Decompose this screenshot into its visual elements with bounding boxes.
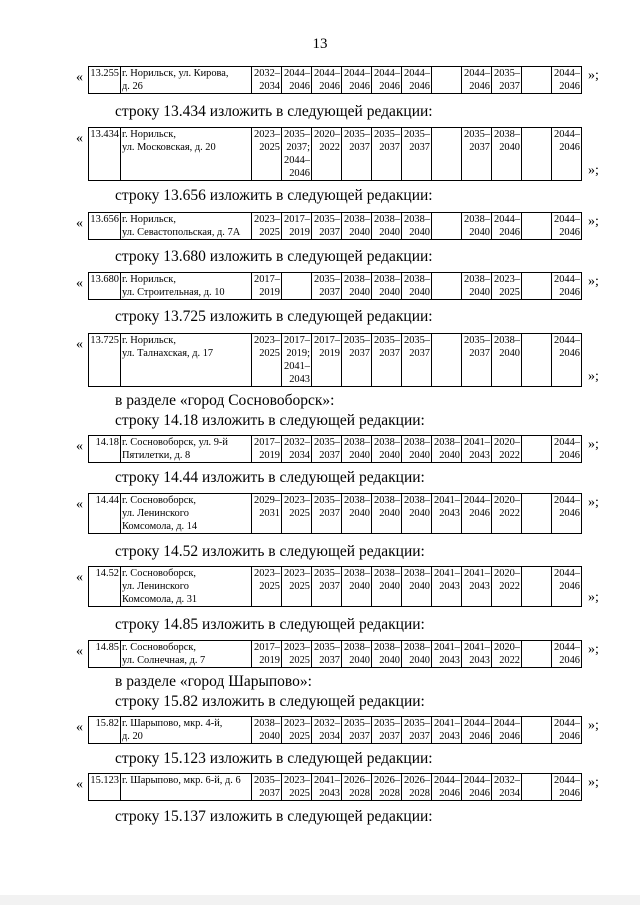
year-range-cell: 2038– 2040 bbox=[402, 567, 432, 607]
address-line: ул. Талнахская, д. 17 bbox=[122, 348, 214, 359]
year-range-cell: 2041– 2043 bbox=[462, 641, 492, 668]
data-table bbox=[88, 773, 582, 801]
year-range-cell: 2035– 2037 bbox=[312, 273, 342, 300]
year-range-cell: 2017– 2019 bbox=[312, 334, 342, 387]
row-number-cell: 15.82 bbox=[89, 717, 121, 744]
quote-close: »; bbox=[588, 718, 599, 733]
row-number-cell: 13.434 bbox=[89, 128, 121, 181]
data-table bbox=[88, 127, 582, 181]
address-line: г. Норильск, bbox=[122, 274, 176, 285]
quote-close: »; bbox=[588, 369, 599, 384]
address-cell bbox=[121, 717, 252, 744]
quote-open: « bbox=[76, 337, 83, 352]
page-bottom-edge bbox=[0, 895, 640, 905]
quote-close: »; bbox=[588, 437, 599, 452]
row-number-cell: 13.255 bbox=[89, 67, 121, 94]
data-table bbox=[88, 566, 582, 607]
year-range-cell: 2044– 2046 bbox=[552, 436, 582, 463]
year-range-cell: 2035– 2037 bbox=[372, 717, 402, 744]
address-line: г. Сосновоборск, bbox=[122, 568, 197, 579]
address-cell bbox=[121, 128, 252, 181]
quote-close: »; bbox=[588, 214, 599, 229]
year-range-cell: 2035– 2037 bbox=[312, 494, 342, 534]
year-range-cell: 2035– 2037 bbox=[372, 128, 402, 181]
year-range-cell: 2032– 2034 bbox=[312, 717, 342, 744]
year-range-cell: 2044– 2046 bbox=[492, 213, 522, 240]
quote-open: « bbox=[76, 439, 83, 454]
row-number-cell: 14.18 bbox=[89, 436, 121, 463]
address-line: г. Норильск, ул. Кирова, bbox=[122, 68, 229, 79]
address-line: г. Шарыпово, мкр. 4-й, bbox=[122, 718, 223, 729]
address-cell bbox=[121, 436, 252, 463]
year-range-cell bbox=[522, 774, 552, 801]
year-range-cell bbox=[522, 213, 552, 240]
address-cell bbox=[121, 273, 252, 300]
address-line: г. Сосновоборск, bbox=[122, 495, 197, 506]
table-row bbox=[89, 567, 582, 607]
year-range-cell: 2035– 2037 bbox=[312, 213, 342, 240]
section-heading: строку 14.52 изложить в следующей редакции: bbox=[115, 543, 425, 560]
year-range-cell bbox=[522, 67, 552, 94]
quote-open: « bbox=[76, 644, 83, 659]
year-range-cell: 2044– 2046 bbox=[552, 567, 582, 607]
year-range-cell: 2023– 2025 bbox=[282, 641, 312, 668]
year-range-cell: 2032– 2034 bbox=[492, 774, 522, 801]
year-range-cell: 2038– 2040 bbox=[462, 213, 492, 240]
table-row bbox=[89, 67, 582, 94]
year-range-cell: 2044– 2046 bbox=[462, 717, 492, 744]
year-range-cell: 2035– 2037 bbox=[462, 334, 492, 387]
year-range-cell: 2020– 2022 bbox=[492, 641, 522, 668]
year-range-cell bbox=[522, 273, 552, 300]
year-range-cell: 2017– 2019 bbox=[252, 436, 282, 463]
year-range-cell: 2017– 2019; 2041– 2043 bbox=[282, 334, 312, 387]
year-range-cell: 2023– 2025 bbox=[252, 567, 282, 607]
quote-close: »; bbox=[588, 642, 599, 657]
year-range-cell: 2032– 2034 bbox=[282, 436, 312, 463]
year-range-cell: 2035– 2037 bbox=[342, 128, 372, 181]
year-range-cell: 2038– 2040 bbox=[492, 334, 522, 387]
address-line: ул. Московская, д. 20 bbox=[122, 142, 216, 153]
year-range-cell: 2044– 2046 bbox=[552, 67, 582, 94]
year-range-cell: 2035– 2037 bbox=[342, 334, 372, 387]
year-range-cell: 2038– 2040 bbox=[342, 273, 372, 300]
quote-open: « bbox=[76, 720, 83, 735]
address-line: ул. Солнечная, д. 7 bbox=[122, 655, 206, 666]
year-range-cell: 2041– 2043 bbox=[432, 641, 462, 668]
year-range-cell: 2038– 2040 bbox=[342, 436, 372, 463]
quote-open: « bbox=[76, 570, 83, 585]
year-range-cell: 2041– 2043 bbox=[462, 567, 492, 607]
table-row bbox=[89, 436, 582, 463]
year-range-cell: 2038– 2040 bbox=[402, 494, 432, 534]
year-range-cell: 2023– 2025 bbox=[282, 774, 312, 801]
year-range-cell: 2038– 2040 bbox=[372, 494, 402, 534]
year-range-cell: 2017– 2019 bbox=[252, 641, 282, 668]
address-cell bbox=[121, 334, 252, 387]
data-table bbox=[88, 435, 582, 463]
row-number-cell: 13.725 bbox=[89, 334, 121, 387]
year-range-cell: 2023– 2025 bbox=[252, 213, 282, 240]
year-range-cell: 2035– 2037 bbox=[402, 334, 432, 387]
year-range-cell: 2026– 2028 bbox=[372, 774, 402, 801]
section-heading: в разделе «город Сосновоборск»: bbox=[115, 392, 335, 409]
address-cell bbox=[121, 67, 252, 94]
row-number-cell: 13.680 bbox=[89, 273, 121, 300]
year-range-cell bbox=[522, 567, 552, 607]
row-number-cell: 14.44 bbox=[89, 494, 121, 534]
year-range-cell: 2038– 2040 bbox=[402, 273, 432, 300]
data-table bbox=[88, 716, 582, 744]
year-range-cell: 2035– 2037 bbox=[252, 774, 282, 801]
year-range-cell: 2044– 2046 bbox=[462, 774, 492, 801]
data-table bbox=[88, 333, 582, 387]
year-range-cell: 2044– 2046 bbox=[552, 717, 582, 744]
year-range-cell: 2041– 2043 bbox=[432, 567, 462, 607]
address-cell bbox=[121, 213, 252, 240]
quote-close: »; bbox=[588, 274, 599, 289]
year-range-cell: 2035– 2037 bbox=[492, 67, 522, 94]
quote-open: « bbox=[76, 276, 83, 291]
table-row bbox=[89, 641, 582, 668]
section-heading: строку 13.434 изложить в следующей редакции: bbox=[115, 103, 433, 120]
year-range-cell: 2044– 2046 bbox=[552, 334, 582, 387]
address-line: ул. Строительная, д. 10 bbox=[122, 287, 225, 298]
address-line: д. 20 bbox=[122, 731, 143, 742]
year-range-cell: 2041– 2043 bbox=[312, 774, 342, 801]
year-range-cell bbox=[282, 273, 312, 300]
year-range-cell: 2035– 2037 bbox=[402, 717, 432, 744]
year-range-cell: 2020– 2022 bbox=[492, 494, 522, 534]
row-number-cell: 13.656 bbox=[89, 213, 121, 240]
table-row bbox=[89, 334, 582, 387]
year-range-cell: 2035– 2037 bbox=[372, 334, 402, 387]
section-heading: в разделе «город Шарыпово»: bbox=[115, 673, 312, 690]
year-range-cell: 2035– 2037 bbox=[312, 436, 342, 463]
year-range-cell: 2038– 2040 bbox=[372, 641, 402, 668]
year-range-cell: 2017– 2019 bbox=[252, 273, 282, 300]
year-range-cell: 2044– 2046 bbox=[282, 67, 312, 94]
section-heading: строку 15.137 изложить в следующей редакции: bbox=[115, 808, 433, 825]
address-cell bbox=[121, 567, 252, 607]
address-line: ул. Ленинского bbox=[122, 508, 189, 519]
data-table bbox=[88, 272, 582, 300]
year-range-cell: 2020– 2022 bbox=[492, 567, 522, 607]
year-range-cell: 2041– 2043 bbox=[432, 717, 462, 744]
year-range-cell: 2038– 2040 bbox=[252, 717, 282, 744]
year-range-cell: 2035– 2037 bbox=[342, 717, 372, 744]
year-range-cell: 2044– 2046 bbox=[312, 67, 342, 94]
table-row bbox=[89, 717, 582, 744]
year-range-cell bbox=[432, 213, 462, 240]
data-table bbox=[88, 493, 582, 534]
year-range-cell bbox=[522, 717, 552, 744]
quote-open: « bbox=[76, 70, 83, 85]
table-row bbox=[89, 494, 582, 534]
year-range-cell: 2038– 2040 bbox=[432, 436, 462, 463]
address-line: г. Сосновоборск, ул. 9-й bbox=[122, 437, 228, 448]
table-row bbox=[89, 128, 582, 181]
year-range-cell: 2023– 2025 bbox=[252, 334, 282, 387]
year-range-cell: 2017– 2019 bbox=[282, 213, 312, 240]
year-range-cell bbox=[522, 494, 552, 534]
year-range-cell: 2044– 2046 bbox=[492, 717, 522, 744]
year-range-cell bbox=[522, 641, 552, 668]
year-range-cell: 2035– 2037 bbox=[402, 128, 432, 181]
year-range-cell: 2044– 2046 bbox=[552, 494, 582, 534]
quote-open: « bbox=[76, 777, 83, 792]
table-row bbox=[89, 273, 582, 300]
year-range-cell: 2044– 2046 bbox=[552, 774, 582, 801]
address-line: Комсомола, д. 14 bbox=[122, 521, 198, 532]
address-line: г. Норильск, bbox=[122, 335, 176, 346]
row-number-cell: 14.52 bbox=[89, 567, 121, 607]
year-range-cell: 2023– 2025 bbox=[282, 494, 312, 534]
quote-open: « bbox=[76, 216, 83, 231]
year-range-cell: 2035– 2037 bbox=[312, 641, 342, 668]
address-line: г. Норильск, bbox=[122, 129, 176, 140]
page-number: 13 bbox=[312, 36, 328, 52]
data-table bbox=[88, 640, 582, 668]
year-range-cell: 2044– 2046 bbox=[552, 213, 582, 240]
year-range-cell: 2035– 2037 bbox=[462, 128, 492, 181]
address-cell bbox=[121, 641, 252, 668]
year-range-cell: 2044– 2046 bbox=[462, 67, 492, 94]
quote-close: »; bbox=[588, 68, 599, 83]
year-range-cell: 2038– 2040 bbox=[342, 641, 372, 668]
year-range-cell: 2044– 2046 bbox=[432, 774, 462, 801]
year-range-cell: 2044– 2046 bbox=[372, 67, 402, 94]
quote-close: »; bbox=[588, 590, 599, 605]
year-range-cell: 2023– 2025 bbox=[282, 567, 312, 607]
year-range-cell: 2038– 2040 bbox=[402, 641, 432, 668]
quote-open: « bbox=[76, 131, 83, 146]
address-cell bbox=[121, 774, 252, 801]
address-line: Комсомола, д. 31 bbox=[122, 594, 198, 605]
year-range-cell bbox=[522, 128, 552, 181]
section-heading: строку 13.725 изложить в следующей редакции: bbox=[115, 308, 433, 325]
year-range-cell: 2032– 2034 bbox=[252, 67, 282, 94]
address-line: ул. Севастопольская, д. 7А bbox=[122, 227, 241, 238]
section-heading: строку 15.123 изложить в следующей редакции: bbox=[115, 750, 433, 767]
year-range-cell: 2038– 2040 bbox=[492, 128, 522, 181]
year-range-cell: 2038– 2040 bbox=[372, 436, 402, 463]
address-line: г. Норильск, bbox=[122, 214, 176, 225]
address-line: ул. Ленинского bbox=[122, 581, 189, 592]
year-range-cell: 2035– 2037 bbox=[312, 567, 342, 607]
year-range-cell: 2029– 2031 bbox=[252, 494, 282, 534]
quote-open: « bbox=[76, 497, 83, 512]
year-range-cell bbox=[432, 128, 462, 181]
year-range-cell: 2044– 2046 bbox=[462, 494, 492, 534]
year-range-cell bbox=[522, 436, 552, 463]
year-range-cell: 2026– 2028 bbox=[402, 774, 432, 801]
row-number-cell: 14.85 bbox=[89, 641, 121, 668]
year-range-cell: 2044– 2046 bbox=[552, 273, 582, 300]
year-range-cell: 2026– 2028 bbox=[342, 774, 372, 801]
quote-close: »; bbox=[588, 163, 599, 178]
section-heading: строку 14.85 изложить в следующей редакции: bbox=[115, 616, 425, 633]
table-row bbox=[89, 213, 582, 240]
year-range-cell: 2044– 2046 bbox=[402, 67, 432, 94]
year-range-cell: 2023– 2025 bbox=[282, 717, 312, 744]
address-cell bbox=[121, 494, 252, 534]
section-heading: строку 13.680 изложить в следующей редакции: bbox=[115, 248, 433, 265]
year-range-cell: 2023– 2025 bbox=[252, 128, 282, 181]
section-heading: строку 14.44 изложить в следующей редакции: bbox=[115, 469, 425, 486]
section-heading: строку 14.18 изложить в следующей редакции: bbox=[115, 412, 425, 429]
year-range-cell: 2038– 2040 bbox=[402, 436, 432, 463]
year-range-cell bbox=[432, 273, 462, 300]
year-range-cell: 2038– 2040 bbox=[342, 567, 372, 607]
address-line: г. Шарыпово, мкр. 6-й, д. 6 bbox=[122, 775, 241, 786]
year-range-cell: 2023– 2025 bbox=[492, 273, 522, 300]
year-range-cell: 2044– 2046 bbox=[342, 67, 372, 94]
year-range-cell: 2038– 2040 bbox=[372, 567, 402, 607]
year-range-cell: 2020– 2022 bbox=[312, 128, 342, 181]
quote-close: »; bbox=[588, 775, 599, 790]
data-table bbox=[88, 212, 582, 240]
year-range-cell: 2038– 2040 bbox=[372, 273, 402, 300]
year-range-cell: 2035– 2037; 2044– 2046 bbox=[282, 128, 312, 181]
year-range-cell: 2041– 2043 bbox=[462, 436, 492, 463]
address-line: Пятилетки, д. 8 bbox=[122, 450, 191, 461]
year-range-cell bbox=[432, 67, 462, 94]
year-range-cell: 2038– 2040 bbox=[342, 213, 372, 240]
year-range-cell bbox=[432, 334, 462, 387]
address-line: д. 26 bbox=[122, 81, 143, 92]
year-range-cell: 2038– 2040 bbox=[462, 273, 492, 300]
year-range-cell: 2038– 2040 bbox=[342, 494, 372, 534]
row-number-cell: 15.123 bbox=[89, 774, 121, 801]
year-range-cell: 2044– 2046 bbox=[552, 128, 582, 181]
year-range-cell: 2038– 2040 bbox=[372, 213, 402, 240]
table-row bbox=[89, 774, 582, 801]
year-range-cell: 2038– 2040 bbox=[402, 213, 432, 240]
quote-close: »; bbox=[588, 495, 599, 510]
address-line: г. Сосновоборск, bbox=[122, 642, 197, 653]
section-heading: строку 15.82 изложить в следующей редакции: bbox=[115, 693, 425, 710]
year-range-cell: 2020– 2022 bbox=[492, 436, 522, 463]
year-range-cell: 2044– 2046 bbox=[552, 641, 582, 668]
data-table bbox=[88, 66, 582, 94]
year-range-cell: 2041– 2043 bbox=[432, 494, 462, 534]
year-range-cell bbox=[522, 334, 552, 387]
section-heading: строку 13.656 изложить в следующей редакции: bbox=[115, 187, 433, 204]
